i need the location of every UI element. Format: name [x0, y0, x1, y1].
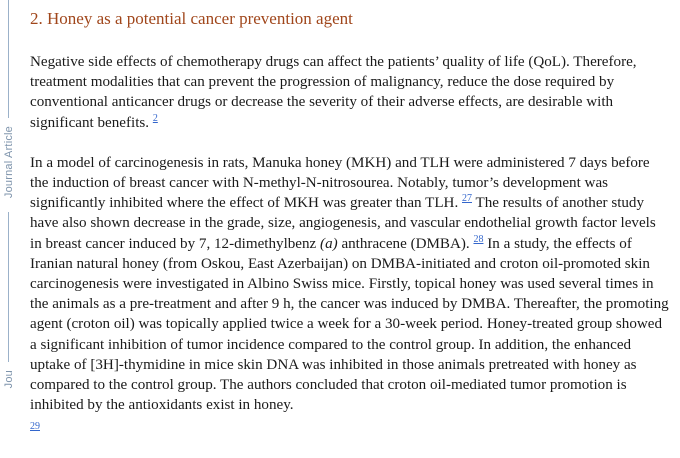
paragraph-text-part1: In a model of carcinogenesis in rats, Manuka honey (MKH) and TLH were administered 7 days before the induction of breast cancer with N-methyl-N-nitrosourea. Notably, tumor’s development was significantly inhibited where the effect of MKH was greater than TLH.: [30, 154, 650, 212]
article-content: [30, 4, 670, 458]
reference-link-28[interactable]: 28: [473, 233, 484, 245]
reference-link-29[interactable]: 29: [30, 421, 40, 433]
paragraph-chemotherapy: [30, 52, 670, 133]
paragraph-text-part2: The results of another study have also shown decrease in the grade, size, angiogenesis, and vascular endothelial growth factor levels in breast cancer induced by 7, 12-dimethylbenz: [30, 195, 656, 252]
paragraph-carcinogenesis: [30, 153, 670, 438]
paragraph-text-part3: anthracene (DMBA).: [341, 235, 470, 252]
paragraph-text-part4: In a study, the effects of Iranian natural honey (from Oskou, East Azerbaijan) on DMBA-initiated and croton oil-promoted skin carcinogenesis were investigated in Albino Swiss mice. Firstly, topical honey was used several times in the animals as a pre-treatment and after 9 h, the cancer was induced by DMBA. Thereafter, the promoting agent (croton oil) was topically applied twice a week for a 30-week period. Honey-treated group showed a significant inhibition of tumor incidence compared to the control group. In addition, the enhanced uptake of [3H]-thymidine in mice skin DNA was inhibited in those animals pretreated with honey as compared to the control group. The authors concluded that croton oil-mediated tumor promotion is inhibited by the antioxidants exist in honey.: [30, 235, 669, 414]
sidebar-divider-middle: [8, 212, 9, 362]
sidebar-divider-top: [8, 0, 9, 118]
section-title: 2. Honey as a potential cancer prevention agent: [30, 9, 353, 28]
italic-a: (a): [320, 235, 338, 252]
reference-link-2[interactable]: 2: [152, 112, 158, 124]
journal-article-sidebar: [0, 0, 18, 400]
paragraph-text: Negative side effects of chemotherapy drugs can affect the patients’ quality of life (QoL). Therefore, treatment modalities that can prevent the progression of malignancy, reduce the dose required by conventional anticancer drugs or decrease the severity of their adverse effects, are desirable with significant benefits.: [30, 54, 637, 131]
reference-link-27[interactable]: 27: [462, 193, 472, 205]
sidebar-label-journal-cut: Jou: [3, 370, 15, 389]
sidebar-label-journal-article: Journal Article: [3, 126, 15, 199]
